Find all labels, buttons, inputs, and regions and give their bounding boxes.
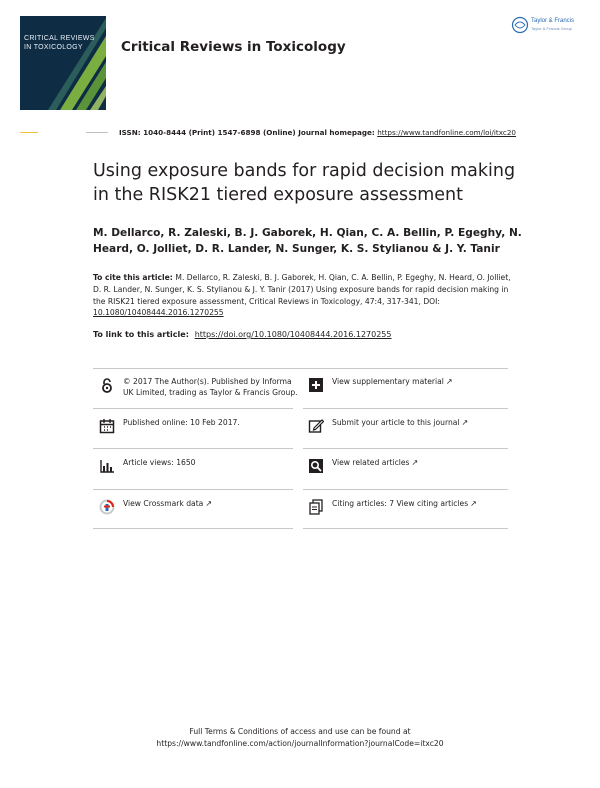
- external-link-icon: ↗: [411, 458, 419, 467]
- journal-homepage-link[interactable]: https://www.tandfonline.com/loi/itxc20: [377, 128, 516, 137]
- article-info-panel: [93, 368, 508, 528]
- issn-text: ISSN: 1040-8444 (Print) 1547-6898 (Online) Journal homepage:: [119, 128, 378, 137]
- open-access-icon: [99, 377, 115, 393]
- panel-divider-row3-right: [303, 489, 508, 490]
- panel-divider-row1-right: [303, 408, 508, 409]
- publisher-logo-icon: [511, 16, 529, 34]
- related-label: View related articles: [332, 458, 410, 467]
- publisher-logo[interactable]: [511, 16, 587, 36]
- pencil-edit-icon: [308, 418, 324, 434]
- citing-label: Citing articles: 7 View citing articles: [332, 499, 469, 508]
- journal-title[interactable]: Critical Reviews in Toxicology: [121, 39, 346, 55]
- crossmark-label: View Crossmark data: [123, 499, 204, 508]
- related-articles-link[interactable]: [308, 458, 508, 474]
- link-label: To link to this article:: [93, 330, 192, 339]
- external-link-icon: ↗: [461, 418, 469, 427]
- published-date-text: Published online: 10 Feb 2017.: [123, 418, 240, 427]
- article-link-line: [93, 330, 513, 339]
- decorative-mark-gray: [86, 132, 108, 134]
- publisher-logo-sub: Taylor & Francis Group: [531, 26, 572, 31]
- article-url-link[interactable]: https://doi.org/10.1080/10408444.2016.1270255: [194, 330, 392, 339]
- supplementary-plus-icon: [308, 377, 324, 393]
- panel-divider-top: [93, 368, 508, 369]
- crossmark-icon: [99, 499, 115, 515]
- panel-divider-row2-left: [93, 448, 293, 449]
- article-views-text: Article views: 1650: [123, 458, 196, 467]
- panel-divider-row4-right: [303, 528, 508, 529]
- doi-link[interactable]: 10.1080/10408444.2016.1270255: [93, 308, 224, 318]
- cover-stripes-graphic: [20, 16, 106, 110]
- article-views: [99, 458, 299, 474]
- cite-label: To cite this article:: [93, 273, 176, 282]
- open-access-license: [99, 377, 299, 398]
- supplementary-material-link[interactable]: [308, 377, 508, 393]
- author-list: M. Dellarco, R. Zaleski, B. J. Gaborek, H. Qian, C. A. Bellin, P. Egeghy, N. Heard, O. Jolliet, D. R. Lander, N. Sunger, K. S. Stylianou & J. Y. Tanir: [93, 227, 522, 255]
- supplementary-label: View supplementary material: [332, 377, 444, 386]
- panel-divider-row4-left: [93, 528, 293, 529]
- submit-label: Submit your article to this journal: [332, 418, 460, 427]
- panel-divider-row3-left: [93, 489, 293, 490]
- external-link-icon: ↗: [470, 499, 477, 508]
- external-link-icon: ↗: [205, 499, 213, 508]
- bar-chart-icon: [99, 458, 115, 474]
- publisher-logo-name: Taylor & Francis: [531, 18, 575, 24]
- panel-divider-row2-right: [303, 448, 508, 449]
- issn-line: [119, 128, 516, 137]
- external-link-icon: ↗: [445, 377, 453, 386]
- citing-documents-icon: [308, 499, 324, 515]
- cite-text: M. Dellarco, R. Zaleski, B. J. Gaborek, H. Qian, C. A. Bellin, P. Egeghy, N. Heard, O. Jolliet, D. R. Lander, N. Sunger, K. S. Stylianou & J. Y. Tanir (2017) Using exposure bands for rapid decision making in the RISK21 tiered exposure assessment, Critical Reviews in Toxicology, 47:4, 317-341, DOI:: [93, 273, 511, 306]
- footer-terms-text: Full Terms & Conditions of access and use can be found at: [189, 727, 411, 736]
- cover-title: CRITICAL REVIEWS IN TOXICOLOGY: [24, 35, 95, 51]
- panel-divider-row1-left: [93, 408, 293, 409]
- calendar-icon: [99, 418, 115, 434]
- search-document-icon: [308, 458, 324, 474]
- published-online: [99, 418, 299, 434]
- citing-articles-link[interactable]: [308, 499, 508, 515]
- citation-block: [93, 272, 513, 319]
- footer-terms-url[interactable]: https://www.tandfonline.com/action/journalInformation?journalCode=itxc20: [156, 739, 444, 748]
- footer: [0, 726, 600, 750]
- crossmark-link[interactable]: [99, 499, 299, 515]
- journal-cover-image: [20, 16, 106, 110]
- decorative-mark-yellow: [20, 132, 38, 134]
- submit-article-link[interactable]: [308, 418, 508, 434]
- article-title: Using exposure bands for rapid decision making in the RISK21 tiered exposure assessment: [93, 161, 516, 205]
- license-text: © 2017 The Author(s). Published by Informa UK Limited, trading as Taylor & Francis Group.: [123, 377, 298, 397]
